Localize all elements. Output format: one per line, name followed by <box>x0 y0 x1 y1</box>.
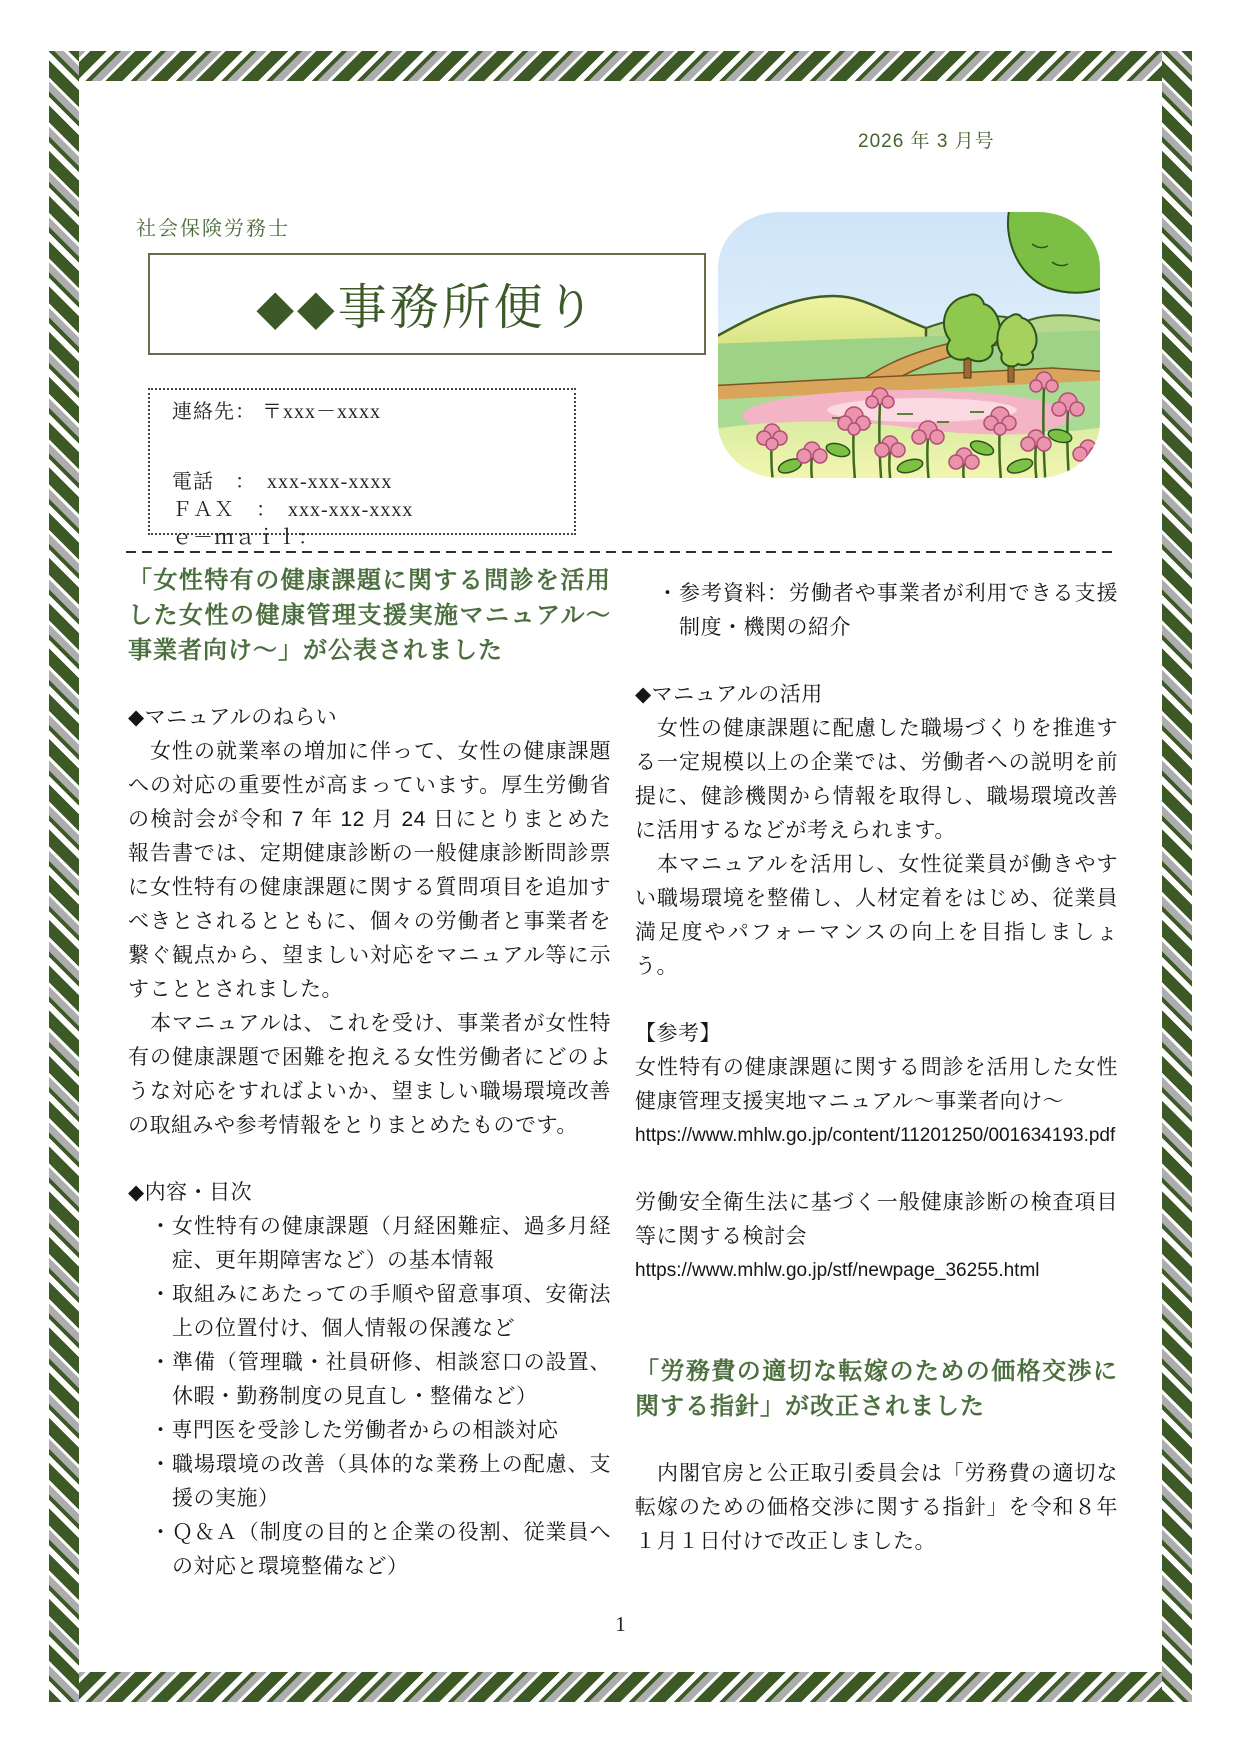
toc-item: ・取組みにあたっての手順や留意事項、安衛法上の位置付け、個人情報の保護など <box>150 1283 611 1340</box>
toc-item: ・参考資料：労働者や事業者が利用できる支援制度・機関の紹介 <box>657 582 1118 639</box>
toc-item: ・準備（管理職・社員研修、相談窓口の設置、休暇・勤務制度の見直し・整備など） <box>150 1351 611 1408</box>
reference-heading: 【参考】 <box>635 1022 721 1045</box>
spring-field-illustration <box>712 204 1108 491</box>
article1-aim-paragraph-2: 本マニュアルは、これを受け、事業者が女性特有の健康課題で困難を抱える女性労働者にどのような対応をすればよいか、望ましい職場環境改善の取組みや参考情報をとりまとめたものです。 <box>128 1012 611 1137</box>
issue-date: 2026 年 3 月号 <box>858 131 995 152</box>
newsletter-title: ◆◆事務所便り <box>256 280 598 335</box>
article1-use-heading: ◆マニュアルの活用 <box>635 683 823 706</box>
newsletter-title-box <box>148 253 706 355</box>
article2-paragraph-1: 内閣官房と公正取引委員会は「労務費の適切な転嫁のための価格交渉に関する指針」を令和８年１月１日付けで改正しました。 <box>635 1462 1118 1553</box>
contact-phone: 電話 ： xxx-xxx-xxxx <box>172 471 393 493</box>
spring-field-illustration-svg <box>712 204 1108 486</box>
dashed-divider <box>126 551 1118 553</box>
decorative-border-right <box>1162 51 1192 1702</box>
contact-address: 連絡先： 〒xxx－xxxx <box>172 401 381 423</box>
article1-aim-heading: ◆マニュアルのねらい <box>128 706 338 729</box>
article1-use-paragraph-1: 女性の健康課題に配慮した職場づくりを推進する一定規模以上の企業では、労働者への説明を前提に、健診機関から情報を取得し、職場環境改善に活用するなどが考えられます。 <box>635 717 1118 842</box>
decorative-border-bottom <box>49 1672 1192 1702</box>
article-columns <box>128 563 1118 1584</box>
article2-title: 「労務費の適切な転嫁のための価格交渉に関する指針」が改正されました <box>635 1358 1118 1420</box>
right-column <box>635 563 1118 1584</box>
decorative-border-top <box>49 51 1192 81</box>
article1-toc-heading: ◆内容・目次 <box>128 1181 253 1204</box>
toc-item: ・Ｑ＆Ａ（制度の目的と企業の役割、従業員への対応と環境整備など） <box>150 1521 611 1578</box>
left-column <box>128 563 611 1584</box>
reference2-title: 労働安全衛生法に基づく一般健康診断の検査項目等に関する検討会 <box>635 1191 1118 1248</box>
contact-email: ｅ－ｍａｉｌ： <box>172 527 319 549</box>
page-number: 1 <box>615 1612 626 1636</box>
toc-item: ・女性特有の健康課題（月経困難症、過多月経症、更年期障害など）の基本情報 <box>150 1215 611 1272</box>
article1-title: 「女性特有の健康課題に関する問診を活用した女性の健康管理支援実施マニュアル～事業者向け～」が公表されました <box>128 567 611 664</box>
reference1-url: https://www.mhlw.go.jp/content/11201250/001634193.pdf <box>635 1125 1116 1146</box>
toc-item: ・職場環境の改善（具体的な業務上の配慮、支援の実施） <box>150 1453 611 1510</box>
contact-box <box>148 388 576 549</box>
contact-fax: ＦＡＸ ： xxx-xxx-xxxx <box>172 499 414 521</box>
reference2-url: https://www.mhlw.go.jp/stf/newpage_36255.html <box>635 1260 1040 1281</box>
article1-aim-paragraph-1: 女性の就業率の増加に伴って、女性の健康課題への対応の重要性が高まっています。厚生労働省の検討会が令和 7 年 12 月 24 日にとりまとめた報告書では、定期健康診断の一般健康診断問診票に女性特有の健康課題に関する質問項目を追加すべきとされるとともに、個々の労働者と事業者を繋ぐ観点から、望ましい対応をマニュアル等に示すこととされました。 <box>128 740 611 1001</box>
decorative-border-left <box>49 51 79 1702</box>
office-label: 社会保険労務士 <box>136 218 290 240</box>
article1-use-paragraph-2: 本マニュアルを活用し、女性従業員が働きやすい職場環境を整備し、人材定着をはじめ、従業員満足度やパフォーマンスの向上を目指しましょう。 <box>635 853 1118 978</box>
reference1-title: 女性特有の健康課題に関する問診を活用した女性健康管理支援実地マニュアル～事業者向け～ <box>635 1056 1118 1113</box>
toc-item: ・専門医を受診した労働者からの相談対応 <box>150 1419 559 1442</box>
